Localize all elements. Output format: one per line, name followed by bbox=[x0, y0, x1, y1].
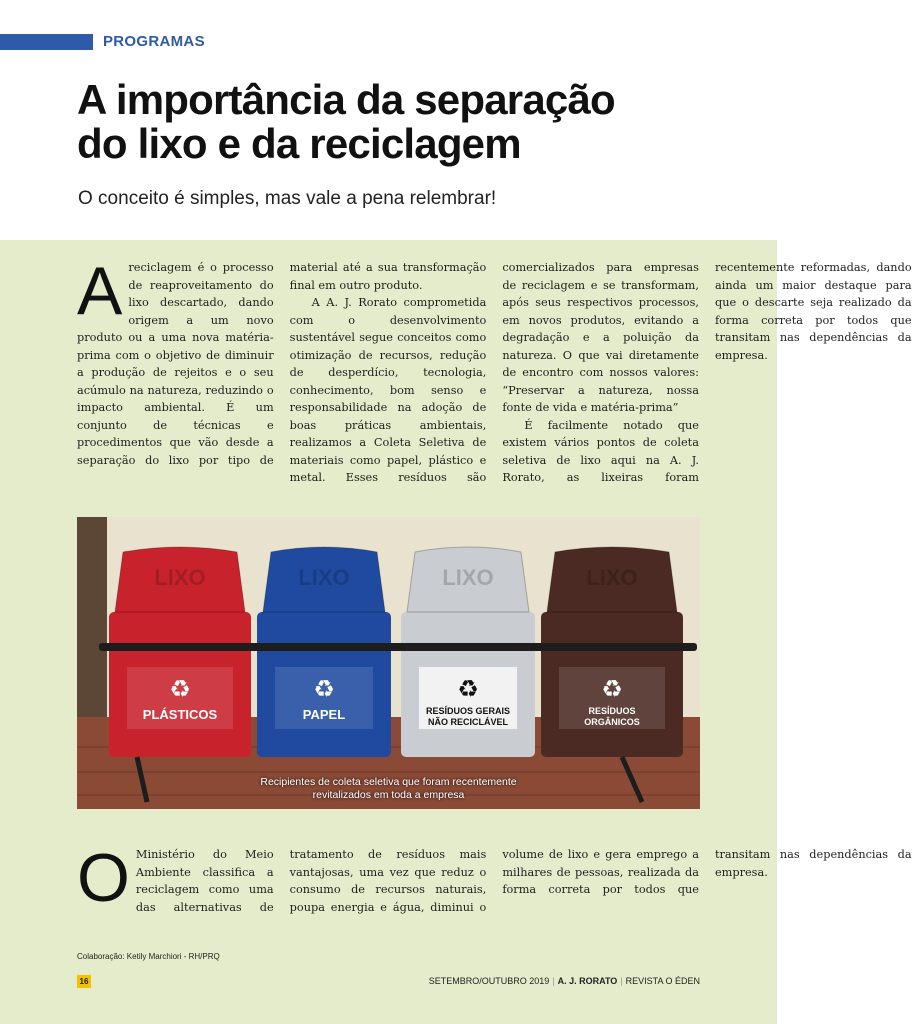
bin-label: PAPEL bbox=[302, 707, 346, 722]
bin-label: RESÍDUOS bbox=[588, 706, 636, 716]
issue-date: SETEMBRO/OUTUBRO 2019 bbox=[428, 976, 550, 986]
recycle-icon: ♻ bbox=[169, 675, 191, 703]
recycling-bins-illustration bbox=[77, 517, 700, 809]
article-subtitle: O conceito é simples, mas vale a pena relembrar! bbox=[78, 188, 497, 209]
paragraph-2: A A. J. Rorato comprometida com o desenvolvimento sustentável segue conceitos como otimização de recursos, redução de desperdício, tecnologia, conhecimento, bom senso e responsabilidade na adoção de boas práticas ambientais, realizamos a Coleta Seletiva de materiais como papel, plástico e metal. Esses resíduos são comercializados para empresas de reciclagem e se transformam, após seus respectivos processos, em novos produtos, evitando a degradação e a poluição da natureza. O que vai diretamente de encontro com nossos valores: “Preservar a natureza, nossa fonte de vida e matéria-prima” bbox=[289, 261, 699, 484]
body-column-1 bbox=[77, 253, 912, 494]
bin-lid-text: LIXO bbox=[154, 565, 206, 590]
recycle-icon: ♻ bbox=[601, 675, 623, 703]
body2-column bbox=[77, 840, 912, 926]
page-number: 16 bbox=[77, 975, 91, 988]
article-title bbox=[77, 78, 737, 166]
recycling-bin-2 bbox=[257, 547, 391, 757]
paragraph-1: reciclagem é o processo de reaproveitamento do lixo descartado, dando origem a um novo produto ou a uma nova matéria-prima com o objetivo de diminuir a produção de rejeitos e o seu acúmulo na natureza, reduzindo o impacto ambiental. É um conjunto de técnicas e procedimentos que vão desde a separação do lixo por tipo de material até a sua transformação final em outro produto. bbox=[77, 261, 487, 467]
section-label: PROGRAMAS bbox=[103, 33, 205, 50]
bin-label-line-2: ORGÂNICOS bbox=[584, 717, 640, 727]
drop-cap-2: O bbox=[77, 840, 130, 916]
paragraph-4: Ministério do Meio Ambiente classifica a reciclagem como uma das alternativas de tratamento de resíduos mais vantajosas, uma vez que reduz o consumo de recursos naturais, poupa energia e água, diminui o volume de lixo e gera emprego a milhares de pessoas, realizada da forma correta por todos que transitam nas dependências da empresa. bbox=[135, 848, 912, 914]
article-body-top bbox=[77, 253, 912, 494]
recycling-bin-4 bbox=[541, 547, 683, 757]
bin-label: PLÁSTICOS bbox=[142, 707, 218, 722]
article-body-bottom bbox=[77, 840, 912, 926]
magazine-name: REVISTA O ÉDEN bbox=[625, 976, 700, 986]
recycling-bin-3 bbox=[401, 547, 535, 757]
recycling-bins-photo bbox=[77, 517, 700, 809]
title-line-1: A importância da separação bbox=[77, 76, 615, 123]
bin-label: RESÍDUOS GERAIS bbox=[425, 706, 511, 716]
paragraph-3: É facilmente notado que existem vários pontos de coleta seletiva de lixo aqui na A. J. Rorato, as lixeiras foram recentemente reformadas, dando ainda um maior destaque para que o descarte seja realizado da forma correta por todos que transitam nas dependências da empresa. bbox=[502, 261, 912, 484]
caption-line-1: Recipientes de coleta seletiva que foram recentemente bbox=[260, 776, 517, 788]
bin-lid-text: LIXO bbox=[298, 565, 350, 590]
section-color-bar bbox=[0, 34, 93, 50]
caption-line-2: revitalizados em toda a empresa bbox=[312, 789, 465, 801]
recycling-bin-1 bbox=[109, 547, 251, 757]
recycle-icon: ♻ bbox=[457, 675, 479, 703]
recycle-icon: ♻ bbox=[313, 675, 335, 703]
brand-name: A. J. RORATO bbox=[557, 976, 618, 986]
title-line-2: do lixo e da reciclagem bbox=[77, 120, 521, 167]
bin-label-line-2: NÃO RECICLÁVEL bbox=[427, 717, 509, 727]
collaboration-credit: Colaboração: Ketily Marchiori - RH/PRQ bbox=[77, 952, 220, 961]
bin-lid-text: LIXO bbox=[586, 565, 638, 590]
page-footer: SETEMBRO/OUTUBRO 2019 | A. J. RORATO | REVISTA O ÉDEN bbox=[428, 976, 700, 986]
drop-cap: A bbox=[77, 253, 123, 329]
bin-lid-text: LIXO bbox=[442, 565, 494, 590]
photo-caption bbox=[77, 776, 700, 802]
